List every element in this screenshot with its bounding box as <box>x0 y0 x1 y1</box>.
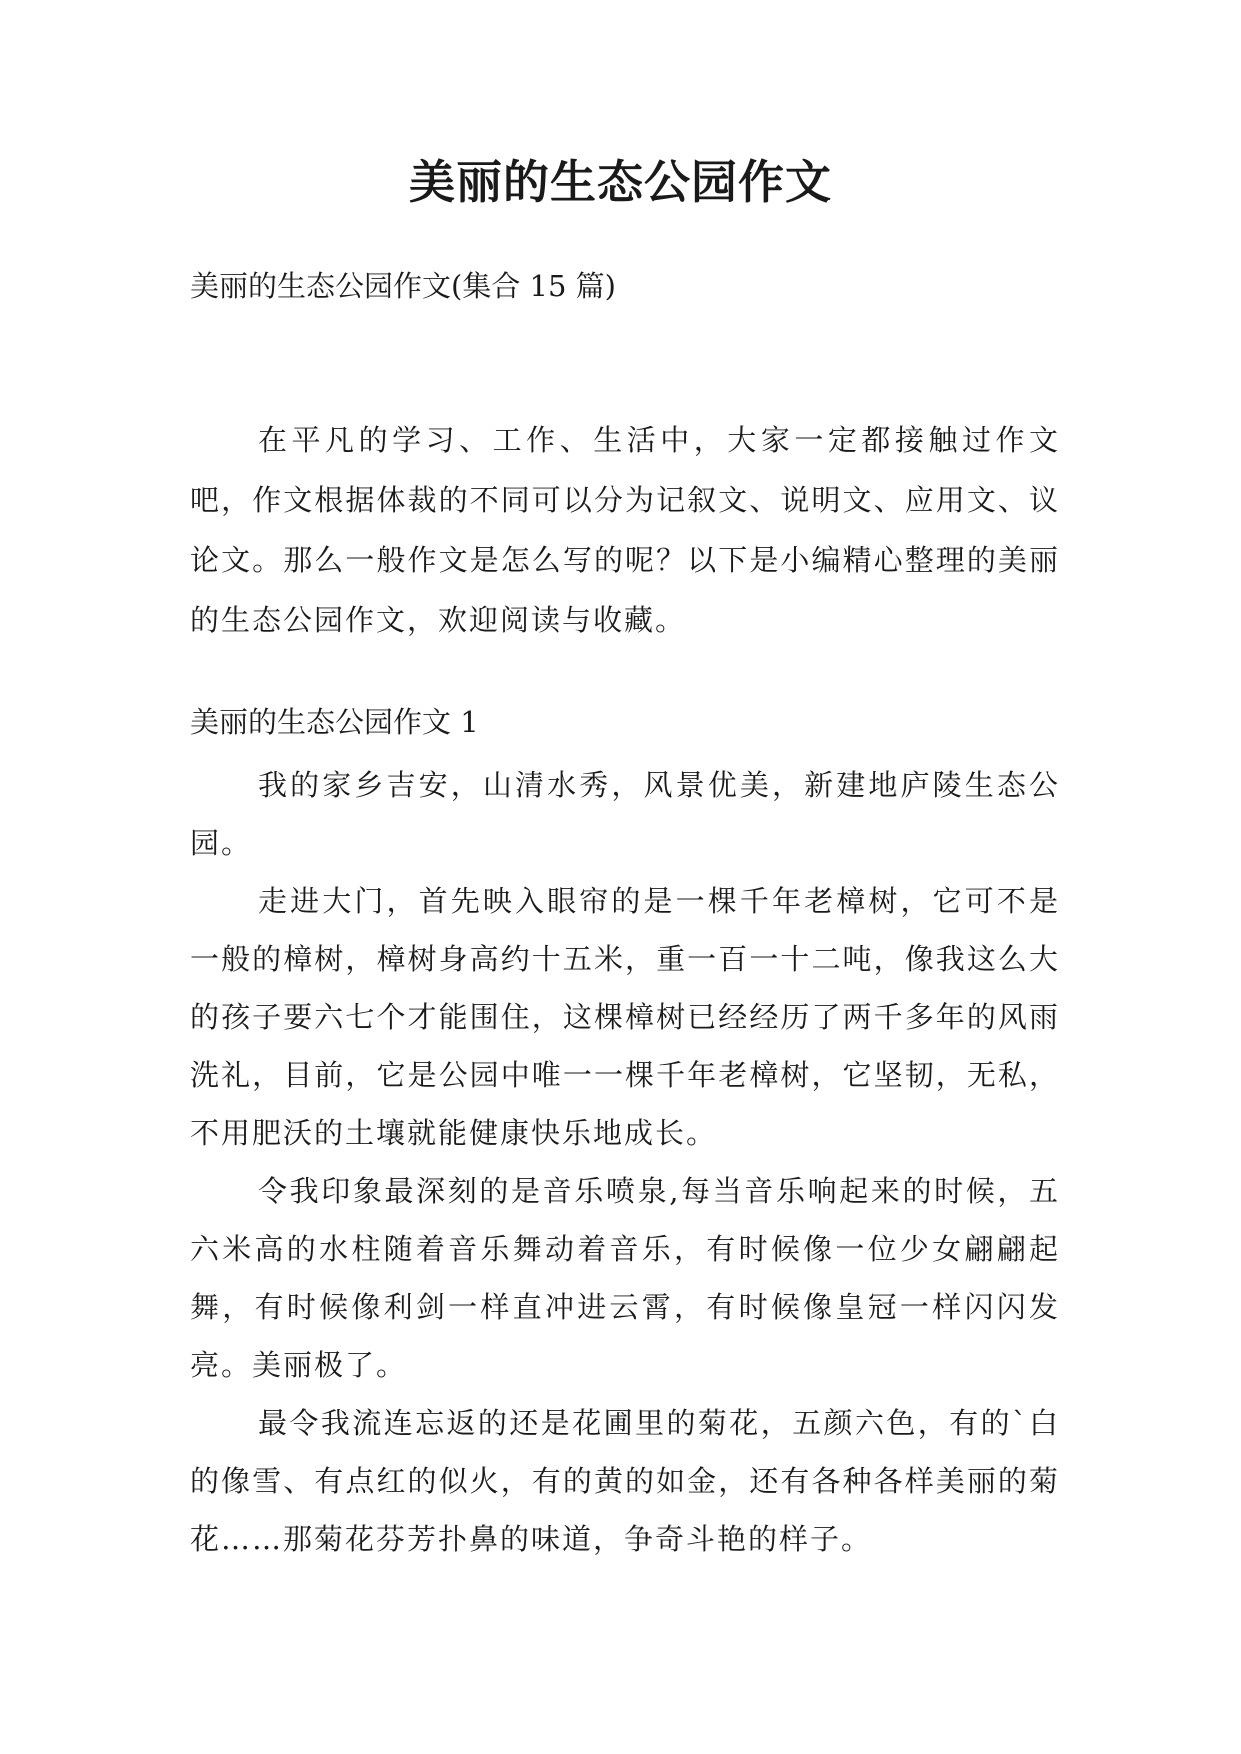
essay-paragraph: 走进大门，首先映入眼帘的是一棵千年老樟树，它可不是一般的樟树，樟树身高约十五米，重一百一十二吨，像我这么大的孩子要六七个才能围住，这棵樟树已经经历了两千多年的风雨洗礼，目前，它是公园中唯一一棵千年老樟树，它坚韧，无私，不用肥沃的土壤就能健康快乐地成长。 <box>190 884 1060 1150</box>
document-title: 美丽的生态公园作文 <box>409 155 832 209</box>
essay-heading: 美丽的生态公园作文 1 <box>190 705 479 739</box>
essay-paragraph: 我的家乡吉安，山清水秀，风景优美，新建地庐陵生态公园。 <box>190 768 1060 860</box>
essay-paragraph: 令我印象最深刻的是音乐喷泉,每当音乐响起来的时候，五六米高的水柱随着音乐舞动着音乐，有时候像一位少女翩翩起舞，有时候像利剑一样直冲进云霄，有时候像皇冠一样闪闪发亮。美丽极了。 <box>190 1174 1060 1382</box>
essay-section <box>190 700 1060 1568</box>
intro-paragraph: 在平凡的学习、工作、生活中，大家一定都接触过作文吧，作文根据体裁的不同可以分为记叙文、说明文、应用文、议论文。那么一般作文是怎么写的呢？以下是小编精心整理的美丽的生态公园作文，欢迎阅读与收藏。 <box>190 423 1060 637</box>
essay-paragraph: 最令我流连忘返的还是花圃里的菊花，五颜六色，有的`白的像雪、有点红的似火，有的黄的如金，还有各种各样美丽的菊花……那菊花芬芳扑鼻的味道，争奇斗艳的样子。 <box>190 1406 1060 1556</box>
document-subtitle: 美丽的生态公园作文(集合 15 篇) <box>190 269 616 303</box>
